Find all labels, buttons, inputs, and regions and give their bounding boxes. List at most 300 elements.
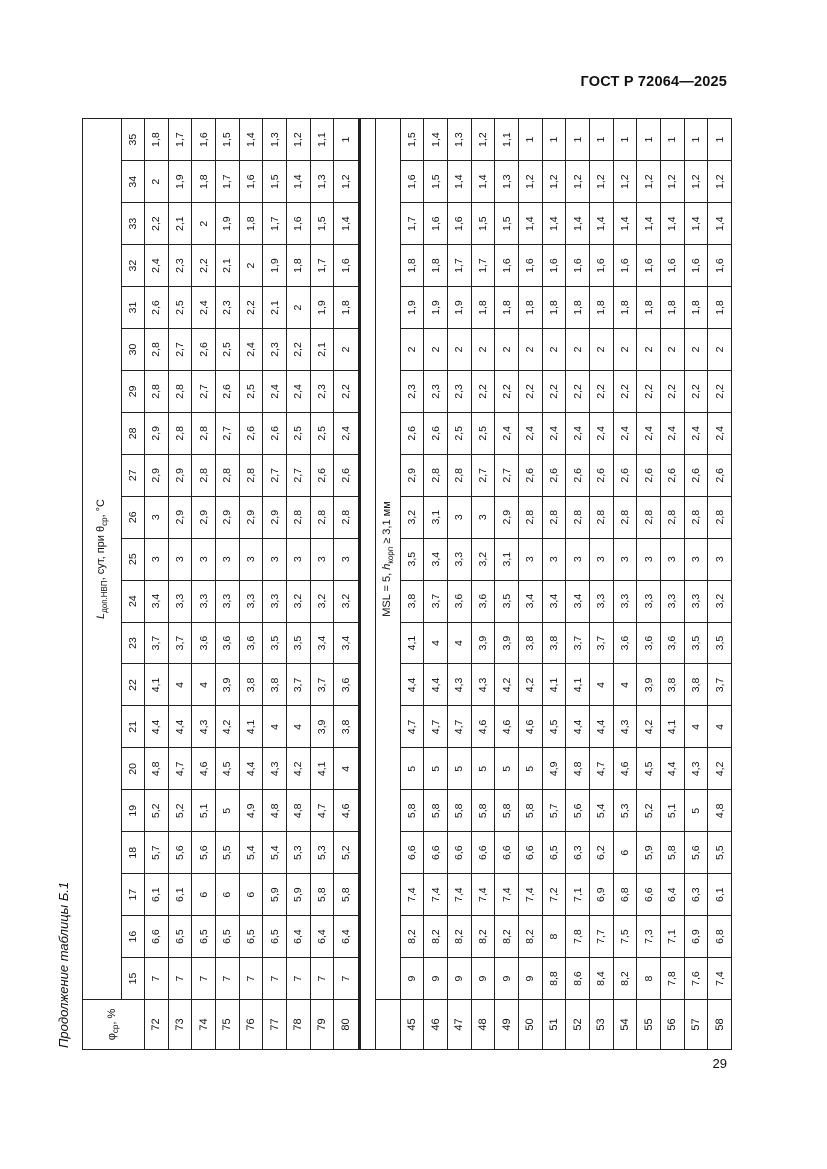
value-cell: 2,4 (263, 370, 287, 412)
table-row (424, 119, 448, 1050)
value-cell: 3,3 (589, 580, 613, 622)
value-cell: 2,4 (334, 412, 359, 454)
humidity-cell: 57 (684, 1000, 708, 1050)
table-row (542, 119, 566, 1050)
value-cell: 2,6 (519, 454, 543, 496)
value-cell: 4,6 (192, 748, 216, 790)
value-cell: 1,5 (495, 203, 519, 245)
value-cell: 3,3 (448, 538, 472, 580)
value-cell: 1,1 (310, 119, 334, 161)
value-cell: 1,8 (334, 287, 359, 329)
value-cell: 3 (334, 538, 359, 580)
value-cell: 2 (566, 329, 590, 371)
value-cell: 6,6 (424, 832, 448, 874)
value-cell: 4,7 (424, 706, 448, 748)
value-cell: 6,1 (708, 874, 732, 916)
table-caption: Продолжение таблицы Б.1 (56, 881, 71, 1048)
value-cell: 3,4 (145, 580, 169, 622)
temperature-header-row (122, 119, 145, 1050)
value-cell: 6,9 (684, 916, 708, 958)
value-cell: 3,7 (310, 664, 334, 706)
value-cell: 2,9 (168, 496, 192, 538)
value-cell: 5,6 (566, 790, 590, 832)
value-cell: 1,6 (424, 203, 448, 245)
value-cell: 1,9 (263, 245, 287, 287)
humidity-cell: 80 (334, 1000, 359, 1050)
value-cell: 2 (424, 329, 448, 371)
value-cell: 3,9 (215, 664, 239, 706)
temperature-col-header: 17 (122, 874, 145, 916)
value-cell: 7 (239, 958, 263, 1000)
value-cell: 2,7 (215, 412, 239, 454)
value-cell: 1,6 (495, 245, 519, 287)
value-cell: 1,6 (286, 203, 310, 245)
value-cell: 7,2 (542, 874, 566, 916)
value-cell: 1,8 (286, 245, 310, 287)
value-cell: 3,6 (637, 622, 661, 664)
value-cell: 4,7 (168, 748, 192, 790)
value-cell: 3,6 (448, 580, 472, 622)
value-cell: 1,5 (310, 203, 334, 245)
value-cell: 2,4 (145, 245, 169, 287)
table-row (334, 119, 359, 1050)
value-cell: 2,9 (168, 454, 192, 496)
value-cell: 3 (145, 496, 169, 538)
value-cell: 3,9 (637, 664, 661, 706)
value-header-title: $L_{доп.НВП}$, сут, при $\theta_{ср}$, °С (83, 119, 122, 1000)
value-cell: 7,8 (566, 916, 590, 958)
value-cell: 2,8 (145, 370, 169, 412)
table-row (495, 119, 519, 1050)
value-cell: 7,8 (660, 958, 684, 1000)
value-cell: 2,3 (215, 287, 239, 329)
value-cell: 4,1 (145, 664, 169, 706)
value-cell: 7,1 (660, 916, 684, 958)
value-cell: 4,4 (589, 706, 613, 748)
value-cell: 4,2 (286, 748, 310, 790)
value-cell: 4 (708, 706, 732, 748)
value-cell: 3,6 (334, 664, 359, 706)
value-cell: 5,3 (310, 832, 334, 874)
value-cell: 2,5 (168, 287, 192, 329)
value-cell: 9 (495, 958, 519, 1000)
value-cell: 3,2 (310, 580, 334, 622)
temperature-col-header: 23 (122, 622, 145, 664)
value-cell: 4,8 (286, 790, 310, 832)
value-cell: 4,5 (542, 706, 566, 748)
value-cell: 1,9 (215, 203, 239, 245)
value-cell: 5,9 (263, 874, 287, 916)
value-cell: 2,2 (637, 370, 661, 412)
value-cell: 3 (286, 538, 310, 580)
value-cell: 1,2 (519, 161, 543, 203)
value-cell: 1,5 (471, 203, 495, 245)
value-cell: 2,4 (192, 287, 216, 329)
temperature-col-header: 34 (122, 161, 145, 203)
value-cell: 2,5 (448, 412, 472, 454)
value-cell: 2 (192, 203, 216, 245)
value-cell: 8 (637, 958, 661, 1000)
value-cell: 2,8 (192, 454, 216, 496)
value-cell: 7 (286, 958, 310, 1000)
value-cell: 2,1 (263, 287, 287, 329)
value-cell: 6,3 (684, 874, 708, 916)
value-cell: 4 (286, 706, 310, 748)
value-cell: 2,6 (263, 412, 287, 454)
value-cell: 2 (286, 287, 310, 329)
table-row (286, 119, 310, 1050)
value-cell: 1,5 (215, 119, 239, 161)
value-cell: 2 (637, 329, 661, 371)
value-cell: 5,3 (286, 832, 310, 874)
value-cell: 6,5 (168, 916, 192, 958)
value-cell: 1,5 (400, 119, 424, 161)
value-cell: 4,1 (660, 706, 684, 748)
value-cell: 1,6 (637, 245, 661, 287)
value-cell: 1,6 (448, 203, 472, 245)
value-cell: 2,2 (239, 287, 263, 329)
temperature-col-header: 30 (122, 329, 145, 371)
value-cell: 1,6 (566, 245, 590, 287)
value-cell: 2,2 (660, 370, 684, 412)
value-cell: 6,8 (708, 916, 732, 958)
value-cell: 2 (589, 329, 613, 371)
value-cell: 3,4 (310, 622, 334, 664)
value-cell: 2,2 (145, 203, 169, 245)
value-cell: 6 (215, 874, 239, 916)
page-number: 29 (712, 1056, 727, 1071)
value-cell: 1,4 (239, 119, 263, 161)
value-cell: 5,8 (519, 790, 543, 832)
value-cell: 2,6 (566, 454, 590, 496)
value-cell: 3 (215, 538, 239, 580)
value-cell: 1,2 (684, 161, 708, 203)
value-cell: 2,8 (145, 329, 169, 371)
value-cell: 2,8 (637, 496, 661, 538)
value-cell: 1,4 (708, 203, 732, 245)
value-cell: 4 (589, 664, 613, 706)
value-cell: 1,4 (471, 161, 495, 203)
value-cell: 2,9 (495, 496, 519, 538)
value-cell: 2 (684, 329, 708, 371)
value-cell: 3,7 (708, 664, 732, 706)
value-cell: 2,4 (519, 412, 543, 454)
value-cell: 3,5 (684, 622, 708, 664)
value-cell: 3,6 (215, 622, 239, 664)
value-cell: 1 (566, 119, 590, 161)
value-cell: 2,8 (168, 370, 192, 412)
value-cell: 2,3 (424, 370, 448, 412)
value-cell: 5,8 (424, 790, 448, 832)
value-cell: 9 (400, 958, 424, 1000)
value-cell: 1,3 (310, 161, 334, 203)
value-cell: 6,4 (334, 916, 359, 958)
value-cell: 7 (310, 958, 334, 1000)
value-cell: 3,5 (286, 622, 310, 664)
value-cell: 2,8 (192, 412, 216, 454)
value-cell: 1,4 (613, 203, 637, 245)
value-cell: 8,2 (519, 916, 543, 958)
value-cell: 2 (495, 329, 519, 371)
value-cell: 7,6 (684, 958, 708, 1000)
value-cell: 4,3 (192, 706, 216, 748)
value-cell: 2,2 (192, 245, 216, 287)
value-cell: 6,2 (589, 832, 613, 874)
value-cell: 1,4 (519, 203, 543, 245)
value-cell: 2,5 (239, 370, 263, 412)
value-cell: 4,2 (519, 664, 543, 706)
value-cell: 3,3 (215, 580, 239, 622)
value-cell: 7,1 (566, 874, 590, 916)
value-cell: 6,4 (286, 916, 310, 958)
humidity-cell: 53 (589, 1000, 613, 1050)
value-cell: 2,4 (613, 412, 637, 454)
value-cell: 5,9 (286, 874, 310, 916)
value-cell: 3,3 (239, 580, 263, 622)
value-cell: 5 (448, 748, 472, 790)
rotated-table-container (82, 118, 732, 1050)
value-cell: 4,3 (263, 748, 287, 790)
value-cell: 8,2 (400, 916, 424, 958)
value-cell: 4,9 (239, 790, 263, 832)
value-cell: 6,4 (310, 916, 334, 958)
value-cell: 2,3 (310, 370, 334, 412)
value-cell: 1,2 (542, 161, 566, 203)
value-cell: 1,8 (400, 245, 424, 287)
value-cell: 6,5 (542, 832, 566, 874)
value-cell: 2,9 (215, 496, 239, 538)
value-cell: 5 (495, 748, 519, 790)
value-cell: 3,4 (542, 580, 566, 622)
value-cell: 3,4 (424, 538, 448, 580)
value-cell: 1,7 (310, 245, 334, 287)
value-cell: 4,3 (684, 748, 708, 790)
table-row (168, 119, 192, 1050)
value-cell: 8,2 (471, 916, 495, 958)
temperature-col-header: 33 (122, 203, 145, 245)
value-cell: 7,4 (424, 874, 448, 916)
value-cell: 2,6 (684, 454, 708, 496)
value-cell: 2,8 (286, 496, 310, 538)
humidity-cell: 49 (495, 1000, 519, 1050)
value-cell: 3,4 (566, 580, 590, 622)
humidity-cell: 46 (424, 1000, 448, 1050)
value-cell: 1,8 (589, 287, 613, 329)
value-cell: 3,7 (286, 664, 310, 706)
value-cell: 5 (471, 748, 495, 790)
value-cell: 5,8 (334, 874, 359, 916)
value-cell: 6,6 (448, 832, 472, 874)
value-cell: 4,6 (471, 706, 495, 748)
value-cell: 4,4 (239, 748, 263, 790)
row-header-title: $\varphi_{ср}$, % (83, 1000, 145, 1050)
value-cell: 3 (145, 538, 169, 580)
value-cell: 1,6 (519, 245, 543, 287)
value-cell: 5 (400, 748, 424, 790)
value-cell: 1,6 (400, 161, 424, 203)
value-cell: 6,5 (192, 916, 216, 958)
temperature-col-header: 16 (122, 916, 145, 958)
value-cell: 1,4 (334, 203, 359, 245)
table-row (637, 119, 661, 1050)
temperature-col-header: 19 (122, 790, 145, 832)
value-cell: 5,9 (637, 832, 661, 874)
value-cell: 4,8 (145, 748, 169, 790)
value-cell: 2,6 (400, 412, 424, 454)
value-cell: 2,2 (495, 370, 519, 412)
value-cell: 1,8 (145, 119, 169, 161)
temperature-col-header: 24 (122, 580, 145, 622)
value-cell: 1,8 (495, 287, 519, 329)
value-cell: 3,7 (589, 622, 613, 664)
table-row (239, 119, 263, 1050)
value-cell: 6,6 (519, 832, 543, 874)
value-cell: 3,8 (334, 706, 359, 748)
value-cell: 5,4 (589, 790, 613, 832)
value-cell: 2,1 (168, 203, 192, 245)
value-cell: 5,1 (660, 790, 684, 832)
value-cell: 4,2 (215, 706, 239, 748)
value-cell: 2,8 (660, 496, 684, 538)
value-cell: 2,8 (708, 496, 732, 538)
value-cell: 4,4 (145, 706, 169, 748)
value-cell: 3,6 (471, 580, 495, 622)
value-cell: 6,5 (215, 916, 239, 958)
value-cell: 1,7 (448, 245, 472, 287)
value-cell: 2 (334, 329, 359, 371)
value-cell: 2,2 (613, 370, 637, 412)
value-cell: 1 (708, 119, 732, 161)
temperature-col-header: 31 (122, 287, 145, 329)
value-cell: 3,3 (660, 580, 684, 622)
value-cell: 1,2 (660, 161, 684, 203)
value-cell: 1 (684, 119, 708, 161)
value-cell: 2,9 (145, 412, 169, 454)
value-cell: 3,9 (471, 622, 495, 664)
value-cell: 1,4 (448, 161, 472, 203)
value-cell: 4,1 (542, 664, 566, 706)
value-cell: 5,2 (145, 790, 169, 832)
value-cell: 2,7 (286, 454, 310, 496)
value-cell: 9 (519, 958, 543, 1000)
value-cell: 4 (684, 706, 708, 748)
value-cell: 3,2 (334, 580, 359, 622)
value-cell: 3,8 (542, 622, 566, 664)
value-cell: 8,6 (566, 958, 590, 1000)
value-cell: 1,6 (589, 245, 613, 287)
value-cell: 4,6 (334, 790, 359, 832)
value-cell: 2,8 (239, 454, 263, 496)
value-cell: 6 (239, 874, 263, 916)
value-cell: 4,6 (613, 748, 637, 790)
value-cell: 4,2 (708, 748, 732, 790)
value-cell: 7 (334, 958, 359, 1000)
value-cell: 3 (684, 538, 708, 580)
value-cell: 1,8 (566, 287, 590, 329)
value-cell: 3,8 (239, 664, 263, 706)
value-cell: 6,4 (660, 874, 684, 916)
value-cell: 3 (168, 538, 192, 580)
value-cell: 2,2 (708, 370, 732, 412)
value-cell: 5,5 (215, 832, 239, 874)
value-cell: 4,2 (495, 664, 519, 706)
value-cell: 3,7 (566, 622, 590, 664)
value-cell: 3 (310, 538, 334, 580)
value-cell: 2,3 (168, 245, 192, 287)
value-cell: 1,6 (684, 245, 708, 287)
value-cell: 2 (542, 329, 566, 371)
value-cell: 4,8 (263, 790, 287, 832)
value-cell: 1,6 (613, 245, 637, 287)
value-cell: 5,8 (660, 832, 684, 874)
value-cell: 1,8 (684, 287, 708, 329)
humidity-cell: 74 (192, 1000, 216, 1050)
temperature-col-header: 27 (122, 454, 145, 496)
value-cell: 1,9 (448, 287, 472, 329)
value-cell: 1,4 (542, 203, 566, 245)
value-cell: 4 (448, 622, 472, 664)
msl-empty-cell (375, 1000, 400, 1050)
value-cell: 1,4 (589, 203, 613, 245)
value-cell: 3,7 (145, 622, 169, 664)
table-row (660, 119, 684, 1050)
value-cell: 1,3 (263, 119, 287, 161)
value-cell: 2,9 (400, 454, 424, 496)
value-cell: 5,4 (239, 832, 263, 874)
value-cell: 4,1 (400, 622, 424, 664)
value-cell: 3 (566, 538, 590, 580)
value-cell: 1 (334, 119, 359, 161)
value-cell: 9 (424, 958, 448, 1000)
value-cell: 3,9 (495, 622, 519, 664)
value-cell: 5,6 (168, 832, 192, 874)
value-cell: 3,6 (660, 622, 684, 664)
value-cell: 1,2 (589, 161, 613, 203)
value-cell: 3,7 (168, 622, 192, 664)
table-row (310, 119, 334, 1050)
value-cell: 2,3 (263, 329, 287, 371)
value-cell: 5 (684, 790, 708, 832)
value-cell: 2,2 (286, 329, 310, 371)
value-cell: 4,8 (708, 790, 732, 832)
temperature-col-header: 26 (122, 496, 145, 538)
value-cell: 1,6 (542, 245, 566, 287)
value-cell: 3,3 (168, 580, 192, 622)
value-cell: 2,4 (286, 370, 310, 412)
value-cell: 1 (589, 119, 613, 161)
value-cell: 3,5 (400, 538, 424, 580)
table-row (566, 119, 590, 1050)
value-cell: 2,6 (542, 454, 566, 496)
value-cell: 2,8 (519, 496, 543, 538)
value-cell: 5,3 (613, 790, 637, 832)
value-cell: 2,6 (660, 454, 684, 496)
group-separator (359, 119, 375, 1050)
value-cell: 4 (168, 664, 192, 706)
value-cell: 5,8 (310, 874, 334, 916)
value-cell: 3,6 (239, 622, 263, 664)
value-cell: 3,1 (424, 496, 448, 538)
value-cell: 3,2 (286, 580, 310, 622)
value-cell: 4,2 (637, 706, 661, 748)
value-cell: 2,6 (215, 370, 239, 412)
value-cell: 2,8 (310, 496, 334, 538)
value-cell: 2,4 (708, 412, 732, 454)
value-cell: 1 (637, 119, 661, 161)
value-cell: 2,6 (589, 454, 613, 496)
value-cell: 8,2 (448, 916, 472, 958)
value-cell: 6,9 (589, 874, 613, 916)
